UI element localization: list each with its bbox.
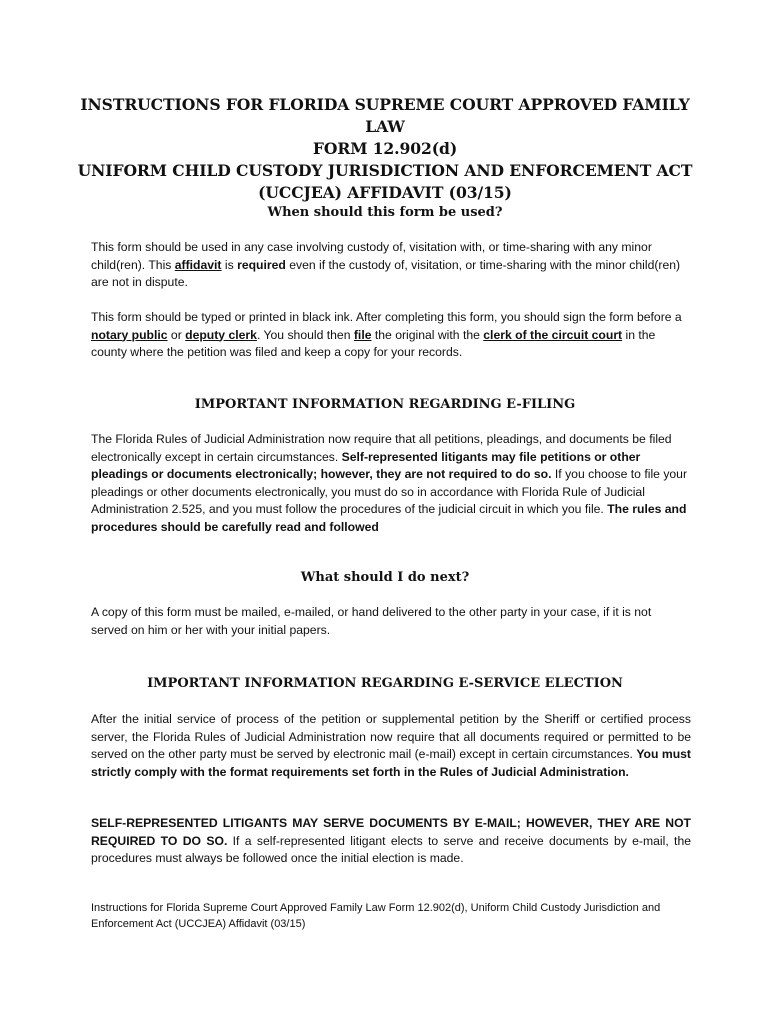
e-service-format-notice: You must strictly comply with the format requirements set forth in the Rules of Judicial Administration. [91,747,691,779]
paragraph-e-service: After the initial service of process of the petition or supplemental petition by the Sheriff or certified process server, the Florida Rules of Judicial Administration now require that all documents required or permitted to be served on the other party must be served by electronic mail (e-mail) except in certain circumstances. You must strictly comply with the format requirements set forth in the Rules of Judicial Administration. [91,712,691,779]
heading-e-service: IMPORTANT INFORMATION REGARDING E-SERVICE ELECTION [147,676,623,691]
e-filing-rules-notice: The rules and procedures should be carefully read and followed [91,502,687,534]
term-clerk-of-circuit-court: clerk of the circuit court [483,327,623,342]
paragraph-what-next: A copy of this form must be mailed, e-mailed, or hand delivered to the other party in your case, if it is not served on him or her with your initial papers. [91,605,652,637]
paragraph-self-represented: SELF-REPRESENTED LITIGANTS MAY SERVE DOCUMENTS BY E-MAIL; HOWEVER, THEY ARE NOT REQUIRED TO DO SO. If a self-represented litigant elects to serve and receive documents by e-mail, the procedures must always be followed once the initial election is made. [91,816,691,865]
term-notary-public: notary public [91,327,168,342]
term-affidavit: affidavit [174,257,222,272]
heading-what-next: What should I do next? [300,570,470,585]
title-line-1: INSTRUCTIONS FOR FLORIDA SUPREME COURT APPROVED FAMILY LAW [80,95,690,136]
title-line-2: FORM 12.902(d) [312,139,458,158]
paragraph-e-filing: The Florida Rules of Judicial Administration now require that all petitions, pleadings, and documents be filed electronically except in certain circumstances. Self-represented litigants may file petitions or other pleadings or documents electronically; however, they are not required to do so. If you choose to file your pleadings or other documents electronically, you must do so in accordance with Florida Rule of Judicial Administration 2.525, and you must follow the procedures of the judicial circuit in which you file. The rules and procedures should be carefully read and followed [91,432,688,534]
self-represented-notice: SELF-REPRESENTED LITIGANTS MAY SERVE DOCUMENTS BY E-MAIL; HOWEVER, THEY ARE NOT REQUIRED TO DO SO. [91,816,691,848]
paragraph-sign-and-file: This form should be typed or printed in black ink. After completing this form, you should sign the form before a notary public or deputy clerk. You should then file the original with the clerk of the circuit court in the county where the petition was filed and keep a copy for your records. [91,310,682,359]
term-required: required [237,257,286,272]
title-line-3: UNIFORM CHILD CUSTODY JURISDICTION AND ENFORCEMENT ACT [77,161,693,180]
paragraph-when-used: This form should be used in any case involving custody of, visitation with, or time-sharing with any minor child(ren). This affidavit is required even if the custody of, visitation, or time-sharing with the minor child(ren) are not in dispute. [91,240,681,289]
heading-when-used: When should this form be used? [267,205,503,220]
term-deputy-clerk: deputy clerk [185,327,257,342]
title-line-4: (UCCJEA) AFFIDAVIT (03/15) [258,183,512,202]
e-filing-bold-notice: Self-represented litigants may file petitions or other pleadings or documents electronically; however, they are not required to do so. [91,449,641,481]
page-footer: Instructions for Florida Supreme Court Approved Family Law Form 12.902(d), Uniform Child Custody Jurisdiction and Enforcement Act (UCCJEA) Affidavit (03/15) [91,902,661,930]
heading-e-filing: IMPORTANT INFORMATION REGARDING E-FILING [194,397,576,412]
term-file: file [353,327,372,342]
document-title [60,94,710,204]
